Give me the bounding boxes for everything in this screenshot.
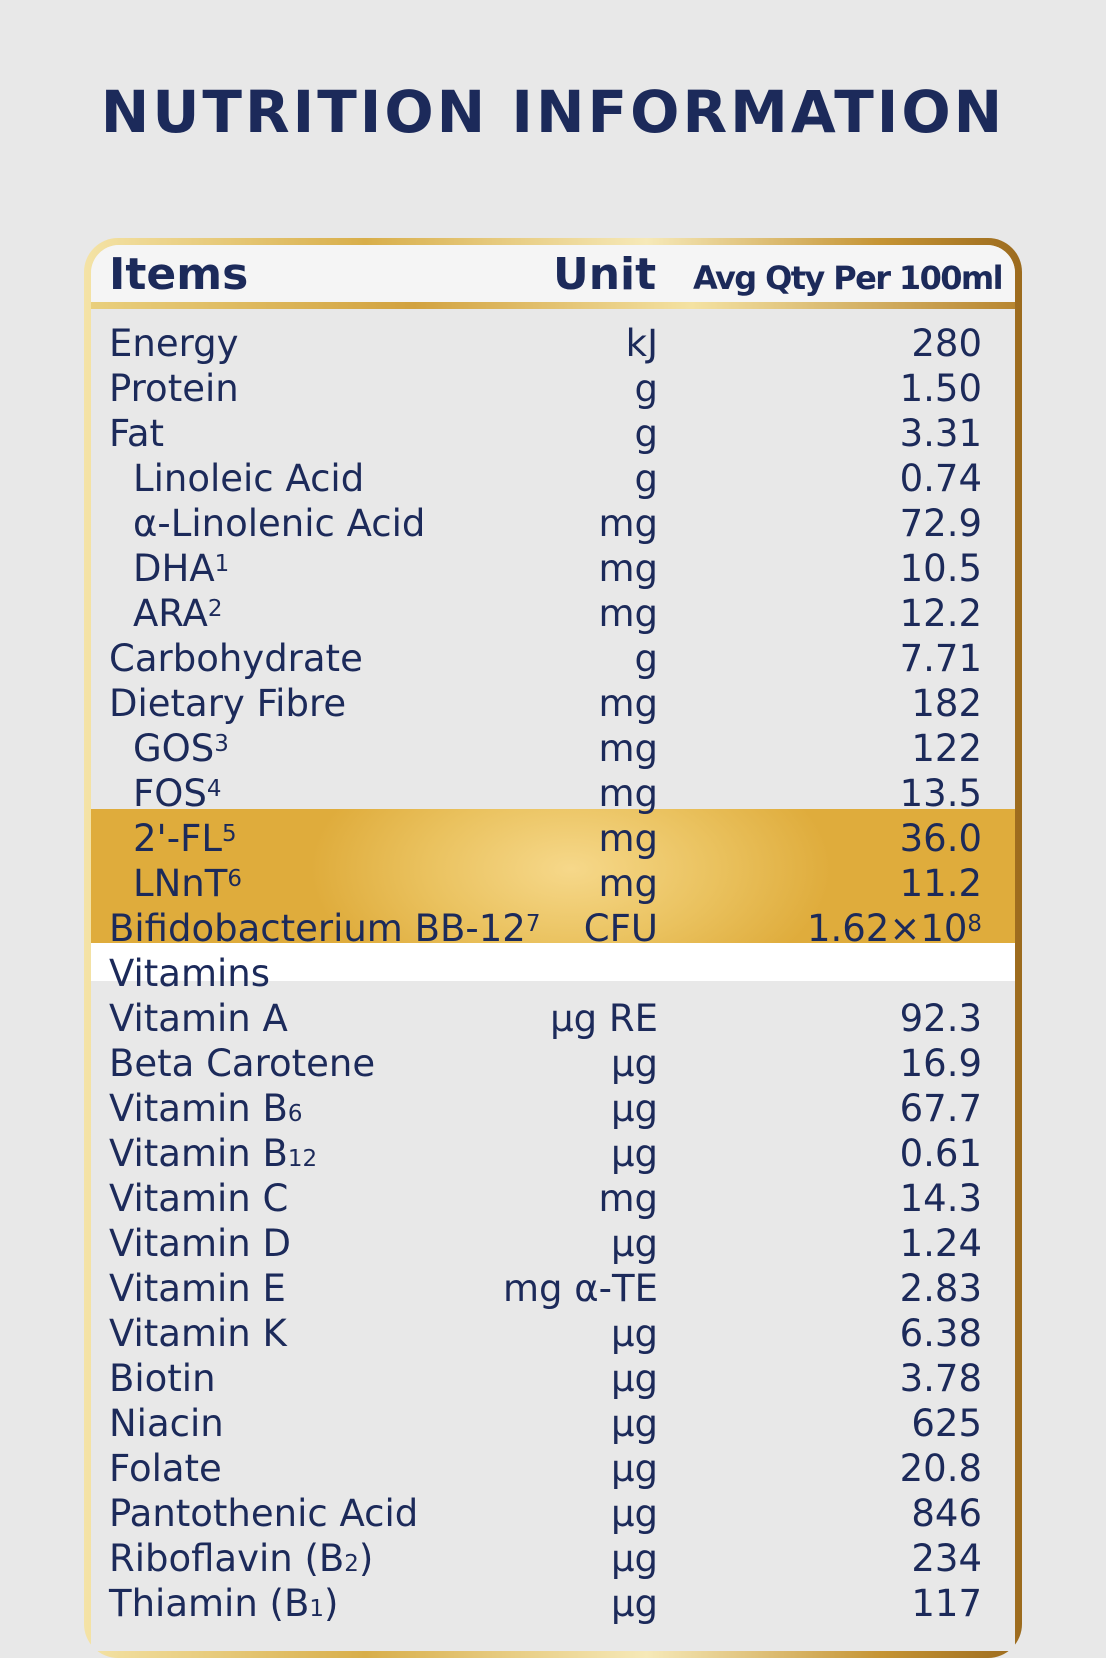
row-unit: g bbox=[634, 412, 658, 455]
row-name: Protein bbox=[109, 367, 239, 410]
vitamin-row bbox=[91, 1311, 1015, 1356]
row-name: Fat bbox=[109, 412, 165, 455]
table-row bbox=[91, 321, 1015, 366]
row-name: Linoleic Acid bbox=[133, 457, 365, 500]
row-name: Niacin bbox=[109, 1402, 224, 1445]
row-value: 36.0 bbox=[899, 817, 982, 860]
row-name: Thiamin (B1) bbox=[109, 1582, 339, 1625]
row-name: Beta Carotene bbox=[109, 1042, 376, 1085]
row-unit: mg bbox=[598, 682, 658, 725]
row-value: 13.5 bbox=[899, 772, 982, 815]
row-unit: mg bbox=[598, 547, 658, 590]
table-row bbox=[91, 771, 1015, 816]
footnote-marker: 7 bbox=[525, 910, 541, 937]
table-row bbox=[91, 681, 1015, 726]
row-name: Vitamin K bbox=[109, 1312, 287, 1355]
row-unit: mg bbox=[598, 772, 658, 815]
footnote-marker: 3 bbox=[214, 730, 229, 757]
row-unit: mg bbox=[598, 727, 658, 770]
row-value: 3.31 bbox=[899, 412, 982, 455]
table-row bbox=[91, 501, 1015, 546]
row-name: DHA$^1$ bbox=[133, 547, 230, 590]
row-name-subscript: 12 bbox=[287, 1146, 318, 1172]
row-unit: g bbox=[634, 367, 658, 410]
header-divider bbox=[91, 302, 1015, 309]
table-body bbox=[91, 321, 1015, 1626]
row-value: 14.3 bbox=[899, 1177, 982, 1220]
vitamin-row bbox=[91, 1221, 1015, 1266]
row-unit: μg bbox=[610, 1447, 658, 1490]
vitamin-row bbox=[91, 1266, 1015, 1311]
vitamin-row bbox=[91, 1041, 1015, 1086]
row-name: GOS$^3$ bbox=[133, 727, 229, 770]
row-value: 67.7 bbox=[899, 1087, 982, 1130]
value-exponent: 8 bbox=[967, 910, 982, 937]
row-unit: mg α-TE bbox=[502, 1267, 658, 1310]
row-unit: CFU bbox=[583, 907, 658, 950]
row-unit: μg bbox=[610, 1132, 658, 1175]
table-row bbox=[91, 546, 1015, 591]
vitamin-row bbox=[91, 1536, 1015, 1581]
vitamin-row bbox=[91, 1356, 1015, 1401]
row-unit: μg bbox=[610, 1357, 658, 1400]
row-name: Vitamin E bbox=[109, 1267, 286, 1310]
row-name: Vitamin A bbox=[109, 997, 288, 1040]
row-unit: μg bbox=[610, 1582, 658, 1625]
row-value: 72.9 bbox=[899, 502, 982, 545]
vitamin-row bbox=[91, 1446, 1015, 1491]
row-name: LNnT$^6$ bbox=[133, 862, 242, 905]
footnote-marker: 1 bbox=[214, 550, 230, 577]
row-unit: mg bbox=[598, 592, 658, 635]
row-unit: μg bbox=[610, 1087, 658, 1130]
row-name-subscript: 2 bbox=[344, 1551, 359, 1577]
row-name-subscript: 6 bbox=[287, 1101, 303, 1127]
table-row bbox=[91, 456, 1015, 501]
footnote-marker: 2 bbox=[207, 595, 223, 622]
table-row bbox=[91, 906, 1015, 951]
section-label: Vitamins bbox=[109, 952, 271, 995]
vitamin-row bbox=[91, 1491, 1015, 1536]
table-row bbox=[91, 411, 1015, 456]
table-row bbox=[91, 366, 1015, 411]
row-unit: g bbox=[634, 637, 658, 680]
row-unit: mg bbox=[598, 817, 658, 860]
table-row bbox=[91, 861, 1015, 906]
footnote-marker: 5 bbox=[221, 820, 237, 847]
section-heading-vitamins bbox=[91, 951, 1015, 996]
row-name: Vitamin B12 bbox=[109, 1132, 318, 1175]
row-name: Vitamin D bbox=[109, 1222, 291, 1265]
row-value: 182 bbox=[911, 682, 982, 725]
row-name: Bifidobacterium $BB-12^7$ bbox=[109, 907, 541, 950]
row-name-subscript: 1 bbox=[309, 1596, 324, 1622]
nutrition-table-frame bbox=[84, 238, 1022, 1658]
row-name: Vitamin C bbox=[109, 1177, 289, 1220]
page-title: NUTRITION INFORMATION bbox=[100, 78, 1006, 146]
row-unit: μg bbox=[610, 1402, 658, 1445]
row-name: Pantothenic Acid bbox=[109, 1492, 419, 1535]
row-unit: μg RE bbox=[550, 997, 658, 1040]
row-unit: μg bbox=[610, 1492, 658, 1535]
row-name: Folate bbox=[109, 1447, 222, 1490]
row-value: 6.38 bbox=[899, 1312, 982, 1355]
row-name: Dietary Fibre bbox=[109, 682, 347, 725]
vitamin-row bbox=[91, 996, 1015, 1041]
row-name: Vitamin B6 bbox=[109, 1087, 303, 1130]
vitamin-row bbox=[91, 1176, 1015, 1221]
row-value: 2.83 bbox=[899, 1267, 982, 1310]
row-value: 20.8 bbox=[899, 1447, 982, 1490]
row-value: 92.3 bbox=[899, 997, 982, 1040]
table-row bbox=[91, 591, 1015, 636]
row-value: 122 bbox=[911, 727, 982, 770]
row-value: 1.50 bbox=[899, 367, 982, 410]
row-value: 0.74 bbox=[899, 457, 982, 500]
table-row bbox=[91, 636, 1015, 681]
row-unit: μg bbox=[610, 1222, 658, 1265]
header-avg-qty: Avg Qty Per 100ml bbox=[693, 259, 1003, 297]
row-unit: μg bbox=[610, 1312, 658, 1355]
header-items: Items bbox=[109, 249, 249, 300]
vitamin-row bbox=[91, 1401, 1015, 1446]
vitamin-row bbox=[91, 1131, 1015, 1176]
row-unit: mg bbox=[598, 862, 658, 905]
row-unit: kJ bbox=[625, 322, 658, 365]
footnote-marker: 4 bbox=[206, 775, 222, 802]
row-value: $1.62\times 10^8$ bbox=[806, 907, 982, 950]
row-value: 7.71 bbox=[899, 637, 982, 680]
row-unit: mg bbox=[598, 1177, 658, 1220]
row-value: 16.9 bbox=[899, 1042, 982, 1085]
row-name: Riboflavin (B2) bbox=[109, 1537, 374, 1580]
row-value: 12.2 bbox=[899, 592, 982, 635]
row-name: ARA$^2$ bbox=[133, 592, 223, 635]
row-name: α-Linolenic Acid bbox=[133, 502, 426, 545]
row-name: Biotin bbox=[109, 1357, 216, 1400]
row-unit: g bbox=[634, 457, 658, 500]
row-name: $2'-FL^5$ bbox=[133, 817, 237, 860]
row-unit: μg bbox=[610, 1537, 658, 1580]
row-value: 0.61 bbox=[899, 1132, 982, 1175]
table-header bbox=[91, 245, 1015, 302]
table-row bbox=[91, 816, 1015, 861]
header-unit: Unit bbox=[553, 249, 657, 300]
row-name: Carbohydrate bbox=[109, 637, 363, 680]
row-value: 280 bbox=[911, 322, 982, 365]
row-unit: μg bbox=[610, 1042, 658, 1085]
table-row bbox=[91, 726, 1015, 771]
row-value: 3.78 bbox=[899, 1357, 982, 1400]
row-value: 625 bbox=[911, 1402, 982, 1445]
nutrition-table bbox=[91, 245, 1015, 1651]
row-name: FOS$^4$ bbox=[133, 772, 222, 815]
row-name: Energy bbox=[109, 322, 239, 365]
row-value: 117 bbox=[911, 1582, 982, 1625]
vitamin-row bbox=[91, 1581, 1015, 1626]
row-value: 11.2 bbox=[899, 862, 982, 905]
row-value: 10.5 bbox=[899, 547, 982, 590]
row-unit: mg bbox=[598, 502, 658, 545]
footnote-marker: 6 bbox=[227, 865, 242, 892]
row-value: 846 bbox=[911, 1492, 982, 1535]
vitamin-row bbox=[91, 1086, 1015, 1131]
row-value: 1.24 bbox=[899, 1222, 982, 1265]
row-value: 234 bbox=[911, 1537, 982, 1580]
